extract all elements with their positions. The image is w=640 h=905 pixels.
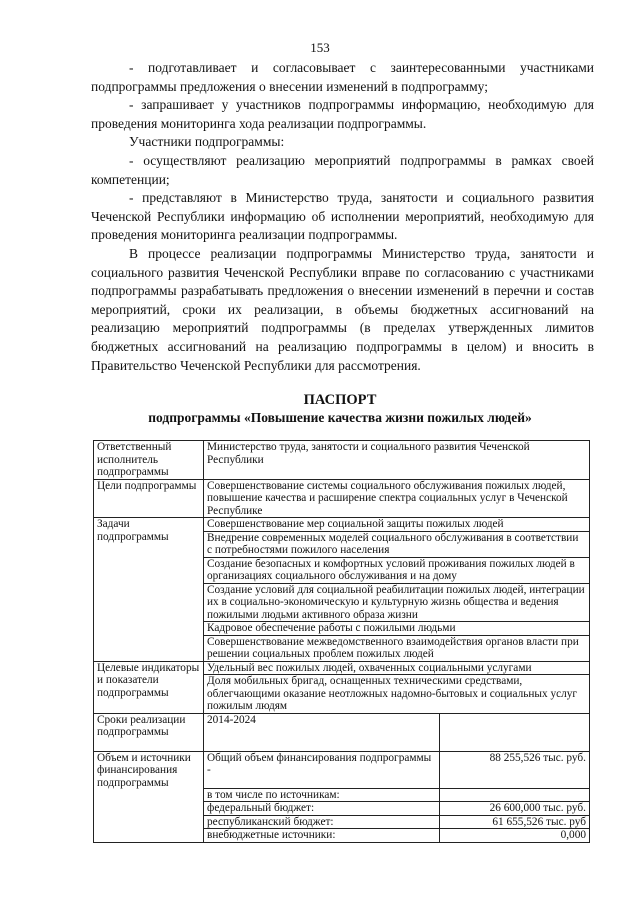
paragraph: В процессе реализации подпрограммы Министерство труда, занятости и социального развития Чеченской Республики вправе по согласованию с участниками подпрограммы разрабатывать предложения о внесении изменений в перечни и состав мероприятий, сроки их реализации, в объемы бюджетных ассигнований на реализацию мероприятий подпрограммы (в пределах утвержденных лимитов бюджетных ассигнований на реализацию подпрограммы в целом) и вносить в Правительство Чеченской Республики для рассмотрения. xyxy=(91,245,594,373)
table-row xyxy=(94,751,590,788)
task-item: Совершенствование межведомственного взаимодействия органов власти при решении социальных проблем пожилых людей xyxy=(204,635,590,661)
task-item: Создание безопасных и комфортных условий проживания пожилых людей в организациях социального обслуживания и на дому xyxy=(204,557,590,583)
finance-sources-amount xyxy=(439,788,589,802)
page-number: 153 xyxy=(310,40,330,55)
table-row xyxy=(94,661,590,675)
indicators-label: Целевые индикаторы и показатели подпрограммы xyxy=(94,661,204,713)
goals-label: Цели подпрограммы xyxy=(94,479,204,518)
terms-empty-cell xyxy=(439,713,589,751)
table-row xyxy=(94,479,590,518)
table-row xyxy=(94,441,590,480)
paragraph: - представляют в Министерство труда, занятости и социального развития Чеченской Республики информацию об исполнении мероприятий, необходимую для проведения мониторинга реализации подпрограммы. xyxy=(91,190,594,243)
executor-label: Ответственный исполнитель подпрограммы xyxy=(94,441,204,480)
task-item: Совершенствование мер социальной защиты пожилых людей xyxy=(204,518,590,532)
body-text xyxy=(91,59,594,375)
finance-federal-amount: 26 600,000 тыс. руб. xyxy=(439,802,589,816)
passport-subtitle: подпрограммы «Повышение качества жизни пожилых людей» xyxy=(148,410,532,425)
task-item: Внедрение современных моделей социального обслуживания в соответствии с потребностями пожилого населения xyxy=(204,531,590,557)
task-item: Создание условий для социальной реабилитации пожилых людей, интеграции их в социально-экономическую и культурную жизнь общества и ведения пожилыми людьми активного образа жизни xyxy=(204,583,590,622)
finance-federal-label: федеральный бюджет: xyxy=(204,802,440,816)
finance-total-amount: 88 255,526 тыс. руб. xyxy=(439,751,589,788)
finance-extrabudget-amount: 0,000 xyxy=(439,829,589,843)
task-item: Кадровое обеспечение работы с пожилыми людьми xyxy=(204,622,590,636)
indicator-item: Доля мобильных бригад, оснащенных техническими средствами, облегчающими оказание неотложных надомно-бытовых и социальных услуг пожилым людям xyxy=(204,675,590,714)
terms-label: Сроки реализации подпрограммы xyxy=(94,713,204,751)
paragraph: - подготавливает и согласовывает с заинтересованными участниками подпрограммы предложения о внесении изменений в подпрограмму; xyxy=(91,60,594,94)
paragraph: Участники подпрограммы: xyxy=(129,134,285,150)
finance-republic-amount: 61 655,526 тыс. руб xyxy=(439,815,589,829)
paragraph: - осуществляют реализацию мероприятий подпрограммы в рамках своей компетенции; xyxy=(91,152,594,187)
finance-republic-label: республиканский бюджет: xyxy=(204,815,440,829)
passport-table xyxy=(93,440,590,843)
executor-value: Министерство труда, занятости и социального развития Чеченской Республики xyxy=(204,441,590,480)
finance-extrabudget-label: внебюджетные источники: xyxy=(204,829,440,843)
tasks-label: Задачи подпрограммы xyxy=(94,518,204,662)
paragraph: - запрашивает у участников подпрограммы информацию, необходимую для проведения мониторинга хода реализации подпрограммы. xyxy=(91,97,594,131)
goals-value: Совершенствование системы социального обслуживания пожилых людей, повышение качества и расширение спектра социальных услуг в Чеченской Республике xyxy=(204,479,590,518)
passport-title: ПАСПОРТ xyxy=(303,392,377,408)
finance-sources-label: в том числе по источникам: xyxy=(204,788,440,802)
table-row xyxy=(94,518,590,532)
passport-title-block xyxy=(60,391,620,427)
indicator-item: Удельный вес пожилых людей, охваченных социальными услугами xyxy=(204,661,590,675)
terms-value: 2014-2024 xyxy=(204,713,440,751)
table-row xyxy=(94,713,590,751)
finance-label: Объем и источники финансирования подпрограммы xyxy=(94,751,204,842)
finance-total-label: Общий объем финансирования подпрограммы - xyxy=(204,751,440,788)
